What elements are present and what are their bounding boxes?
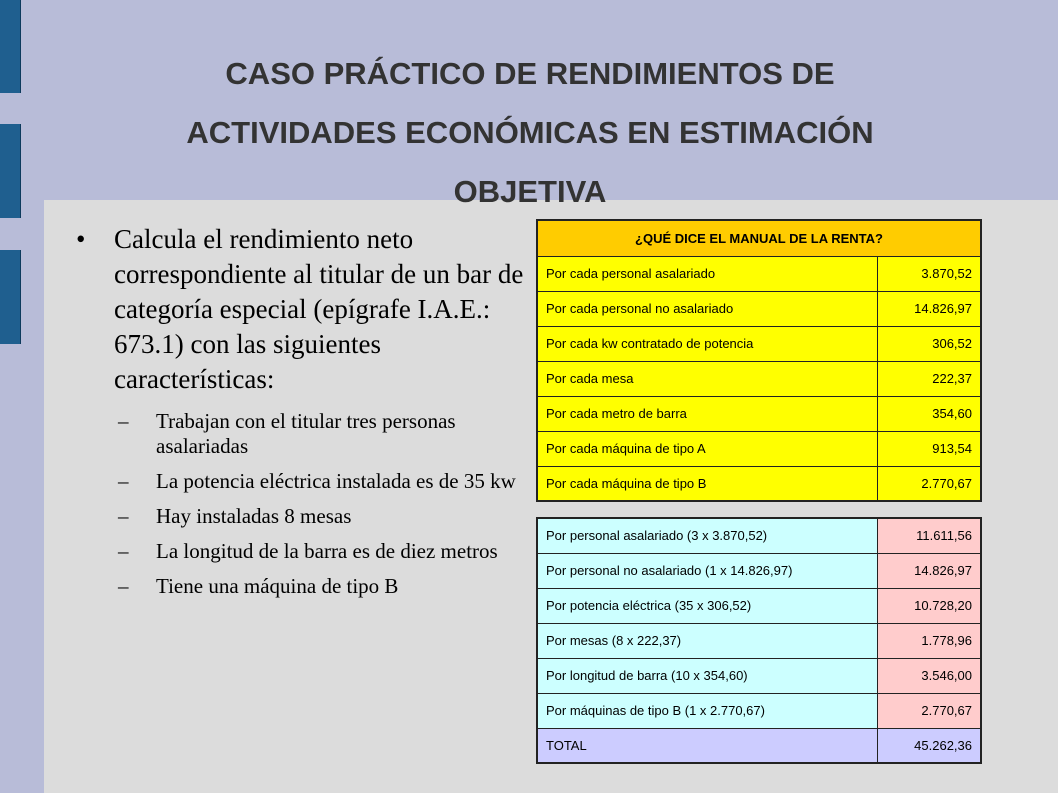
row-label: Por cada mesa (537, 361, 877, 396)
row-value: 3.870,52 (877, 256, 981, 291)
table-row (537, 256, 981, 291)
row-value: 14.826,97 (877, 291, 981, 326)
row-label: Por cada máquina de tipo A (537, 431, 877, 466)
dash-symbol: – (118, 469, 129, 493)
side-bar-3 (0, 250, 21, 344)
bullet-symbol: • (76, 224, 86, 254)
row-label: Por máquinas de tipo B (1 x 2.770,67) (537, 693, 877, 728)
left-band (0, 0, 44, 793)
row-value: 1.778,96 (877, 623, 981, 658)
row-label: Por personal asalariado (3 x 3.870,52) (537, 518, 877, 553)
row-label: Por cada personal asalariado (537, 256, 877, 291)
sub-item-text: Tiene una máquina de tipo B (156, 574, 399, 598)
table-row (537, 326, 981, 361)
row-label: Por mesas (8 x 222,37) (537, 623, 877, 658)
main-bullet (76, 222, 526, 397)
manual-table-header: ¿QUÉ DICE EL MANUAL DE LA RENTA? (537, 220, 981, 256)
row-label: Por personal no asalariado (1 x 14.826,97) (537, 553, 877, 588)
dash-symbol: – (118, 504, 129, 528)
row-value: 222,37 (877, 361, 981, 396)
dash-symbol: – (118, 574, 129, 598)
row-label: Por cada personal no asalariado (537, 291, 877, 326)
row-value: 11.611,56 (877, 518, 981, 553)
row-value: 354,60 (877, 396, 981, 431)
row-label: Por cada kw contratado de potencia (537, 326, 877, 361)
side-bar-1 (0, 0, 21, 93)
row-value: 14.826,97 (877, 553, 981, 588)
sub-item (118, 539, 526, 564)
sub-item (118, 409, 526, 459)
sub-item (118, 504, 526, 529)
dash-symbol: – (118, 539, 129, 563)
row-label: Por cada metro de barra (537, 396, 877, 431)
manual-table (536, 219, 982, 502)
row-value: 3.546,00 (877, 658, 981, 693)
table-row (537, 361, 981, 396)
sub-list (76, 409, 526, 599)
table-row (537, 553, 981, 588)
body-text (76, 222, 526, 609)
calculation-table (536, 517, 982, 764)
row-value: 2.770,67 (877, 466, 981, 501)
row-value: 10.728,20 (877, 588, 981, 623)
sub-item-text: Trabajan con el titular tres personas asalariadas (156, 409, 456, 458)
row-label: Por potencia eléctrica (35 x 306,52) (537, 588, 877, 623)
table-row (537, 693, 981, 728)
sub-item (118, 469, 526, 494)
table-row (537, 623, 981, 658)
table-row (537, 396, 981, 431)
row-value: 2.770,67 (877, 693, 981, 728)
main-bullet-text: Calcula el rendimiento neto correspondiente al titular de un bar de categoría especial (epígrafe I.A.E.: 673.1) con las siguientes características: (114, 224, 524, 394)
sub-item (118, 574, 526, 599)
table-row (537, 588, 981, 623)
total-label: TOTAL (537, 728, 877, 763)
table-row (537, 518, 981, 553)
table-row (537, 466, 981, 501)
row-label: Por cada máquina de tipo B (537, 466, 877, 501)
row-value: 306,52 (877, 326, 981, 361)
title-line: CASO PRÁCTICO DE RENDIMIENTOS DE (225, 56, 835, 91)
row-value: 913,54 (877, 431, 981, 466)
slide-title (100, 44, 960, 221)
sub-item-text: La potencia eléctrica instalada es de 35 kw (156, 469, 516, 493)
table-row (537, 658, 981, 693)
table-row (537, 431, 981, 466)
title-line: OBJETIVA (453, 174, 607, 209)
row-label: Por longitud de barra (10 x 354,60) (537, 658, 877, 693)
title-line: ACTIVIDADES ECONÓMICAS EN ESTIMACIÓN (186, 115, 874, 150)
side-bar-2 (0, 124, 21, 218)
total-row (537, 728, 981, 763)
total-value: 45.262,36 (877, 728, 981, 763)
table-row (537, 291, 981, 326)
dash-symbol: – (118, 409, 129, 433)
sub-item-text: La longitud de la barra es de diez metros (156, 539, 498, 563)
sub-item-text: Hay instaladas 8 mesas (156, 504, 352, 528)
